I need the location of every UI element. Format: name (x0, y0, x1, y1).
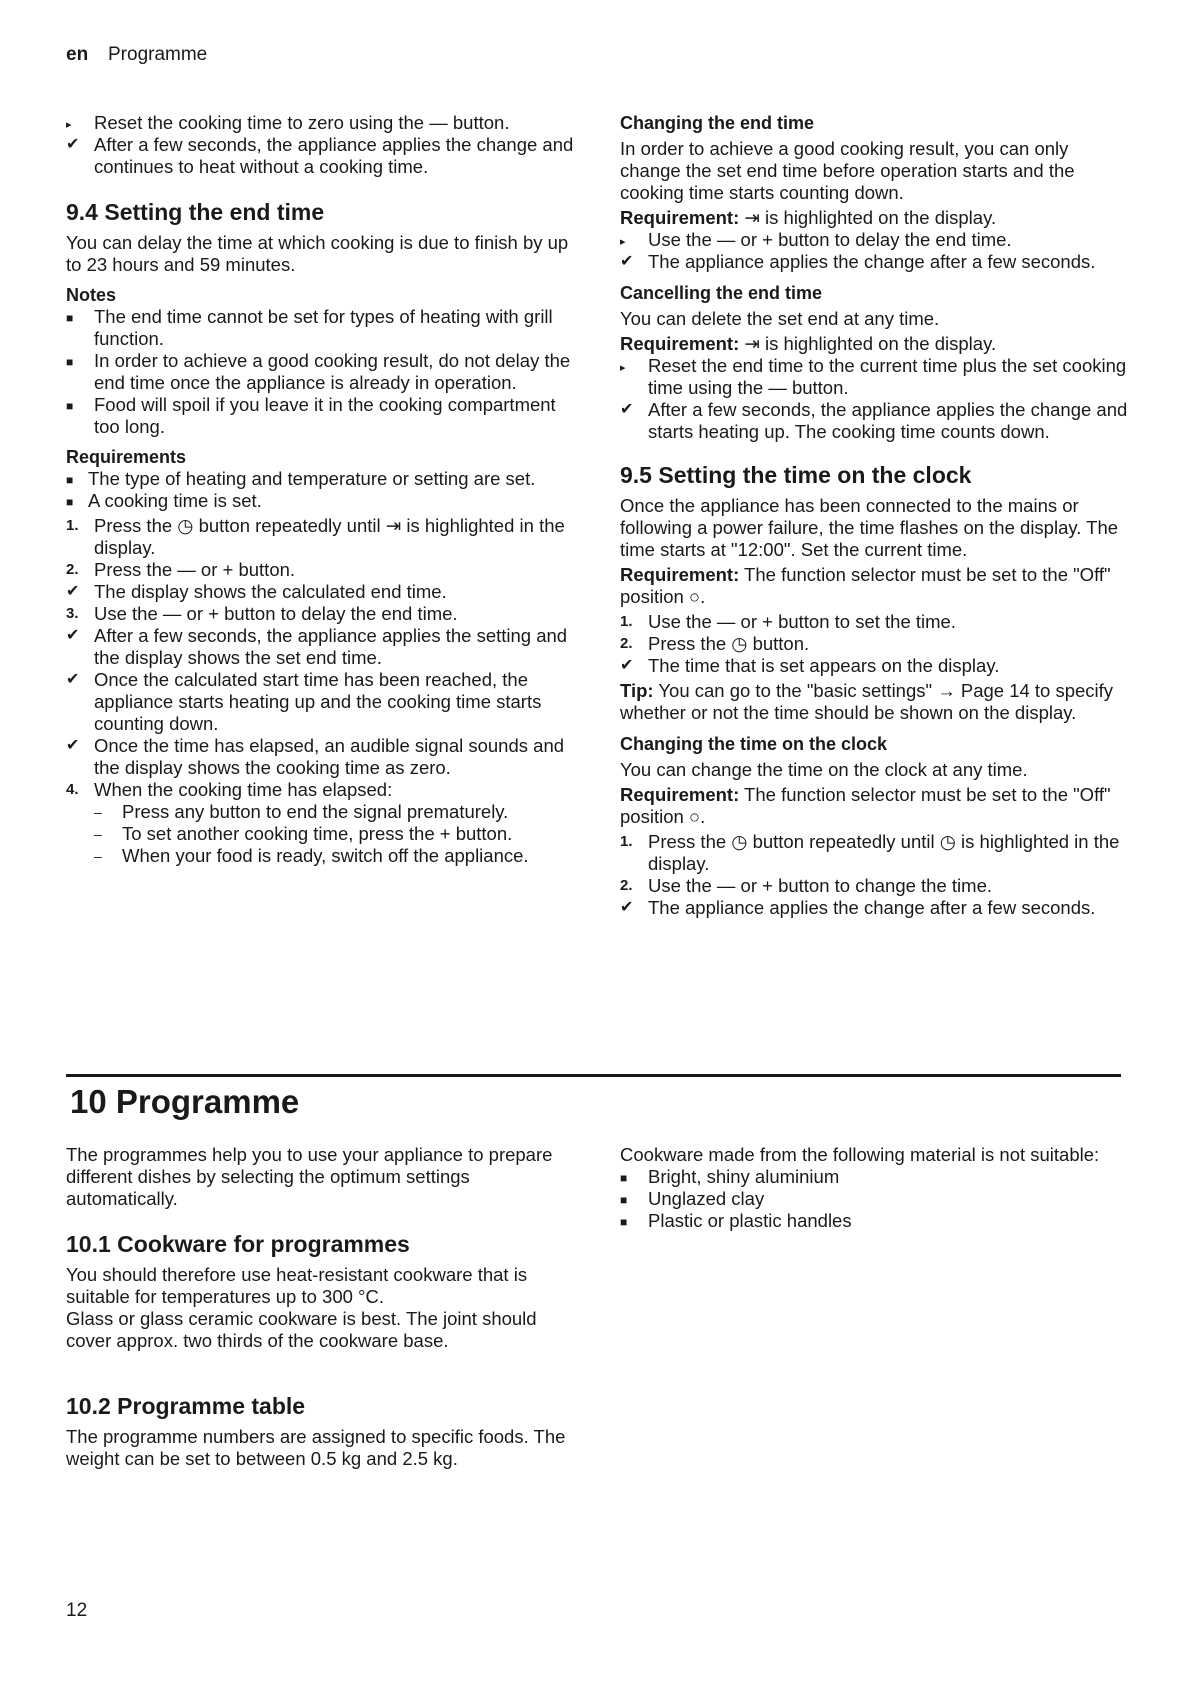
result-step: ✔ The appliance applies the change after a few seconds. (620, 251, 1096, 272)
subheading-changing-end-time: Changing the end time (620, 113, 815, 133)
result-step: ✔ After a few seconds, the appliance applies the setting and the display shows the set end time. (66, 625, 568, 668)
step-number: 2. (620, 877, 633, 894)
square-bullet-icon: ■ (66, 311, 74, 325)
requirements-title: Requirements (66, 447, 187, 467)
result-text: After a few seconds, the appliance applies the change and continues to heat without a cooking time. (94, 134, 574, 177)
running-header-title: Programme (108, 44, 208, 65)
tip: Tip: You can go to the "basic settings" → Page 14 to specify whether or not the time should be shown on the display. (620, 680, 1114, 723)
action-text: Reset the cooking time to zero using the — button. (94, 112, 510, 133)
paragraph: You should therefore use heat-resistant cookware that is suitable for temperatures up to 300 °C. (66, 1264, 528, 1307)
square-bullet-icon: ■ (66, 473, 74, 487)
notes-title: Notes (66, 285, 117, 305)
result-step: ✔ The time that is set appears on the display. (620, 655, 1000, 676)
unsuitable-item: ■ Unglazed clay (620, 1188, 765, 1209)
unsuitable-item: ■ Plastic or plastic handles (620, 1210, 852, 1231)
unsuitable-item: ■ Bright, shiny aluminium (620, 1166, 840, 1187)
square-bullet-icon: ■ (66, 355, 74, 369)
check-icon: ✔ (620, 253, 634, 270)
paragraph: Glass or glass ceramic cookware is best. The joint should cover approx. two thirds of the cookware base. (66, 1308, 537, 1351)
paragraph: In order to achieve a good cooking result, you can only change the set end time before operation starts and the cooking time starts counting down. (620, 138, 1075, 203)
subheading-cancelling-end-time: Cancelling the end time (620, 283, 823, 303)
requirement-line: Requirement: ⇥ is highlighted on the display. (620, 333, 997, 354)
numbered-step: 1. Press the ◷ button repeatedly until ◷ is highlighted in the display. (620, 831, 1120, 874)
square-bullet-icon: ■ (620, 1193, 628, 1207)
requirement-line: Requirement: The function selector must be set to the "Off" position ○. (620, 784, 1111, 827)
result-step: ✔ Once the calculated start time has been reached, the appliance starts heating up and the cooking time starts counting down. (66, 669, 542, 734)
step-number: 1. (66, 517, 79, 534)
paragraph: Once the appliance has been connected to the mains or following a power failure, the time flashes on the display. The time starts at "12:00". Set the current time. (620, 495, 1119, 560)
result-step (66, 134, 576, 178)
section-heading-10-2: 10.2 Programme table (66, 1393, 306, 1419)
check-icon: ✔ (66, 671, 80, 688)
right-column (620, 112, 1130, 919)
step-number: 2. (620, 635, 633, 652)
action-arrow-icon: ▸ (620, 362, 626, 374)
square-bullet-icon: ■ (66, 495, 74, 509)
chapter-heading: 10 Programme (70, 1083, 300, 1120)
result-step: ✔ After a few seconds, the appliance applies the change and starts heating up. The cooking time counts down. (620, 399, 1128, 442)
sub-step: – When your food is ready, switch off the appliance. (94, 845, 529, 866)
dash-icon: – (94, 804, 102, 820)
chapter-right-column (620, 1144, 1130, 1232)
section-heading-9-5: 9.5 Setting the time on the clock (620, 462, 972, 488)
note-item: ■ In order to achieve a good cooking result, do not delay the end time once the appliance is already in operation. (66, 350, 571, 393)
check-icon: ✔ (620, 899, 634, 916)
numbered-step: 2. Use the — or + button to change the time. (620, 875, 992, 896)
sub-step: – To set another cooking time, press the + button. (94, 823, 513, 844)
subheading-changing-clock: Changing the time on the clock (620, 734, 888, 754)
left-column (66, 112, 576, 867)
numbered-step: 1. Use the — or + button to set the time. (620, 611, 956, 632)
step-number: 1. (620, 613, 633, 630)
dash-icon: – (94, 826, 102, 842)
dash-icon: – (94, 848, 102, 864)
square-bullet-icon: ■ (620, 1215, 628, 1229)
section-heading-10-1: 10.1 Cookware for programmes (66, 1231, 410, 1257)
check-icon: ✔ (620, 657, 634, 674)
section-heading-9-4: 9.4 Setting the end time (66, 199, 325, 225)
chapter-left-column (66, 1144, 576, 1470)
paragraph: You can change the time on the clock at any time. (620, 759, 1028, 780)
result-step: ✔ Once the time has elapsed, an audible signal sounds and the display shows the cooking time as zero. (66, 735, 565, 778)
numbered-step: 2. Press the ◷ button. (620, 633, 810, 654)
numbered-step: 4. When the cooking time has elapsed: (66, 779, 393, 800)
requirement-line: Requirement: ⇥ is highlighted on the display. (620, 207, 997, 228)
check-icon: ✔ (66, 136, 80, 153)
section-intro: You can delay the time at which cooking is due to finish by up to 23 hours and 59 minutes. (66, 232, 569, 275)
check-icon: ✔ (66, 737, 80, 754)
numbered-step: 3. Use the — or + button to delay the end time. (66, 603, 458, 624)
paragraph: The programme numbers are assigned to specific foods. The weight can be set to between 0.5 kg and 2.5 kg. (66, 1426, 566, 1469)
action-arrow-icon: ▸ (66, 119, 72, 131)
chapter-intro: The programmes help you to use your appliance to prepare different dishes by selecting the optimum settings automatically. (66, 1144, 553, 1209)
result-step: ✔ The appliance applies the change after a few seconds. (620, 897, 1096, 918)
step-number: 2. (66, 561, 79, 578)
action-step (66, 112, 576, 134)
paragraph: Cookware made from the following material is not suitable: (620, 1144, 1100, 1165)
requirement-item: ■ The type of heating and temperature or setting are set. (66, 468, 536, 489)
step-number: 3. (66, 605, 79, 622)
numbered-step: 2. Press the — or + button. (66, 559, 296, 580)
requirement-item: ■ A cooking time is set. (66, 490, 262, 511)
check-icon: ✔ (66, 583, 80, 600)
square-bullet-icon: ■ (66, 399, 74, 413)
square-bullet-icon: ■ (620, 1171, 628, 1185)
action-arrow-icon: ▸ (620, 236, 626, 248)
chapter-divider (66, 1074, 1121, 1077)
action-step: ▸ Use the — or + button to delay the end time. (620, 229, 1130, 251)
page-number: 12 (66, 1600, 88, 1621)
language-code: en (66, 44, 89, 65)
numbered-step: 1. Press the ◷ button repeatedly until ⇥ is highlighted in the display. (66, 515, 565, 558)
step-number: 4. (66, 781, 79, 798)
action-step: ▸ Reset the end time to the current time plus the set cooking time using the — button. (620, 355, 1127, 398)
check-icon: ✔ (66, 627, 80, 644)
sub-step: – Press any button to end the signal prematurely. (94, 801, 509, 822)
step-number: 1. (620, 833, 633, 850)
note-item: ■ The end time cannot be set for types of heating with grill function. (66, 306, 553, 349)
requirement-line: Requirement: The function selector must be set to the "Off" position ○. (620, 564, 1111, 607)
paragraph: You can delete the set end at any time. (620, 308, 940, 329)
result-step: ✔ The display shows the calculated end time. (66, 581, 447, 602)
check-icon: ✔ (620, 401, 634, 418)
note-item: ■ Food will spoil if you leave it in the cooking compartment too long. (66, 394, 556, 437)
